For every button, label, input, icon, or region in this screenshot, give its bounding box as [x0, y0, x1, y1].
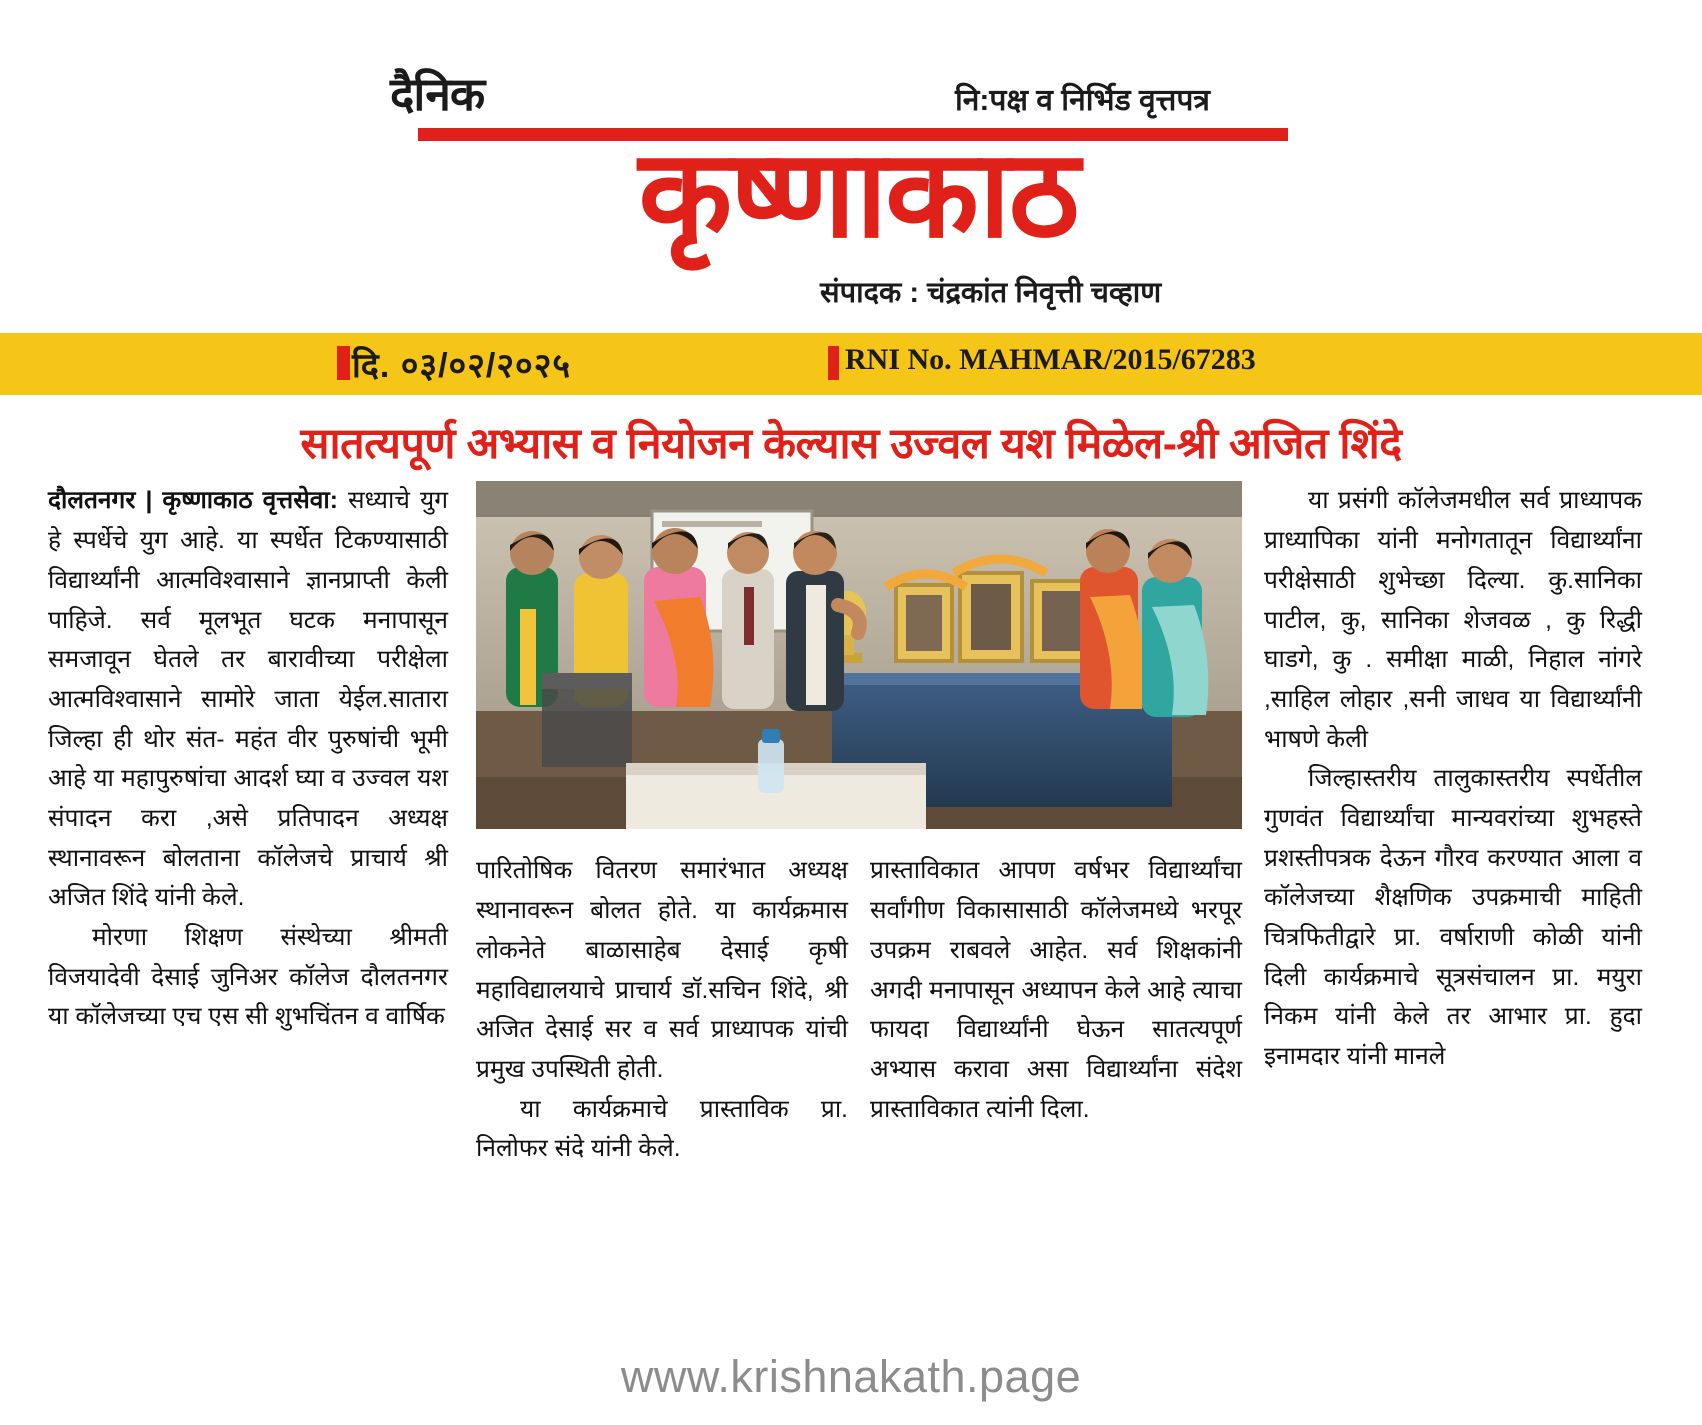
masthead-dainik-label: दैनिक — [390, 68, 485, 120]
footer-website: www.krishnakath.page — [620, 1351, 1082, 1402]
date-marker-icon — [337, 346, 350, 380]
photo-illustration — [476, 481, 1242, 829]
article-col2-para1: पारितोषिक वितरण समारंभात अध्यक्ष स्थानावरून बोलत होते. या कार्यक्रमास लोकनेते बाळासाहेब देसाई कृषी महाविद्यालयाचे प्राचार्य डॉ.सचिन शिंदे, श्री अजित देसाई सर व सर्व प्राध्यापक यांची प्रमुख उपस्थिती होती. — [476, 857, 848, 1083]
article-column-4 — [1264, 481, 1642, 1076]
article-byline: दौलतनगर | कृष्णाकाठ वृत्तसेवा: — [48, 487, 338, 515]
article-headline: सातत्यपूर्ण अभ्यास व नियोजन केल्यास उज्वल यश मिळेल-श्री अजित शिंदे — [300, 420, 1402, 468]
info-strip — [0, 330, 1702, 398]
article-col1-para1: सध्याचे युग हे स्पर्धेचे युग आहे. या स्पर्धेत टिकण्यासाठी विद्यार्थ्यांनी आत्मविश्वासाने ज्ञानप्राप्ती केली पाहिजे. सर्व मूलभूत घटक मनापासून समजावून घेतले तर बारावीच्या परीक्षेला आत्मविश्वासाने सामोरे जाता येईल.सातारा जिल्हा ही थोर संत- महंत वीर पुरुषांची भूमी आहे या महापुरुषांचा आदर्श घ्या व उज्वल यश संपादन करा ,असे प्रतिपादन अध्यक्ष स्थानावरून बोलताना कॉलेजचे प्राचार्य श्री अजित शिंदे यांनी केले. — [48, 487, 448, 912]
article-column-2 — [476, 851, 848, 1169]
article-col1-para2: मोरणा शिक्षण संस्थेच्या श्रीमती विजयादेवी देसाई जुनिअर कॉलेज दौलतनगर या कॉलेजच्या एच एस सी शुभचिंतन व वार्षिक — [48, 924, 448, 1031]
publication-date: दि. ०३/०२/२०२५ — [352, 347, 572, 385]
masthead-title: कृष्णाकाठ — [638, 126, 1078, 262]
masthead — [0, 0, 1702, 330]
article-body — [48, 481, 1654, 1271]
article-col4-para2: जिल्हास्तरीय तालुकास्तरीय स्पर्धेतील गुणवंत विद्यार्थ्यांचा मान्यवरांच्या शुभहस्ते प्रशस्तीपत्रक देऊन गौरव करण्यात आला व कॉलेजच्या शैक्षणिक उपक्रमाची माहिती चित्रफितीद्वारे प्रा. वर्षाराणी कोळी यांनी दिली कार्यक्रमाचे सूत्रसंचालन प्रा. मयुरा निकम यांनी केले तर आभार प्रा. हुदा इनामदार यांनी मानले — [1264, 765, 1642, 1071]
masthead-editor: संपादक : चंद्रकांत निवृत्ती चव्हाण — [820, 277, 1162, 309]
masthead-tagline: नि:पक्ष व निर्भिड वृत्तपत्र — [955, 84, 1210, 117]
article-col3-para1: प्रास्ताविकात आपण वर्षभर विद्यार्थ्यांचा सर्वांगीण विकासासाठी कॉलेजमध्ये भरपूर उपक्रम राबवले आहेत. सर्व शिक्षकांनी अगदी मनापासून अध्यापन केले आहे त्याचा फायदा विद्यार्थ्यांनी घेऊन सातत्यपूर्ण अभ्यास करावा असा विद्यार्थ्यांना संदेश प्रास्ताविकात त्यांनी दिला. — [870, 857, 1242, 1123]
article-col2-para2: या कार्यक्रमाचे प्रास्ताविक प्रा. निलोफर संदे यांनी केले. — [476, 1095, 848, 1163]
article-col4-para1: या प्रसंगी कॉलेजमधील सर्व प्राध्यापक प्राध्यापिका यांनी मनोगतातून विद्यार्थ्यांना परीक्षेसाठी शुभेच्छा दिल्या. कु.सानिका पाटील, कु, सानिका शेजवळ , कु रिद्धी घाडगे, कु . समीक्षा माळी, निहाल नांगरे ,साहिल लोहार ,सनी जाधव या विद्यार्थ्यांनी भाषणे केली — [1264, 487, 1642, 753]
rni-number: RNI No. MAHMAR/2015/67283 — [845, 343, 1256, 376]
article-column-3 — [870, 851, 1242, 1129]
article-photo — [476, 481, 1242, 829]
article-column-1 — [48, 481, 448, 1037]
rni-marker-icon — [828, 346, 839, 380]
